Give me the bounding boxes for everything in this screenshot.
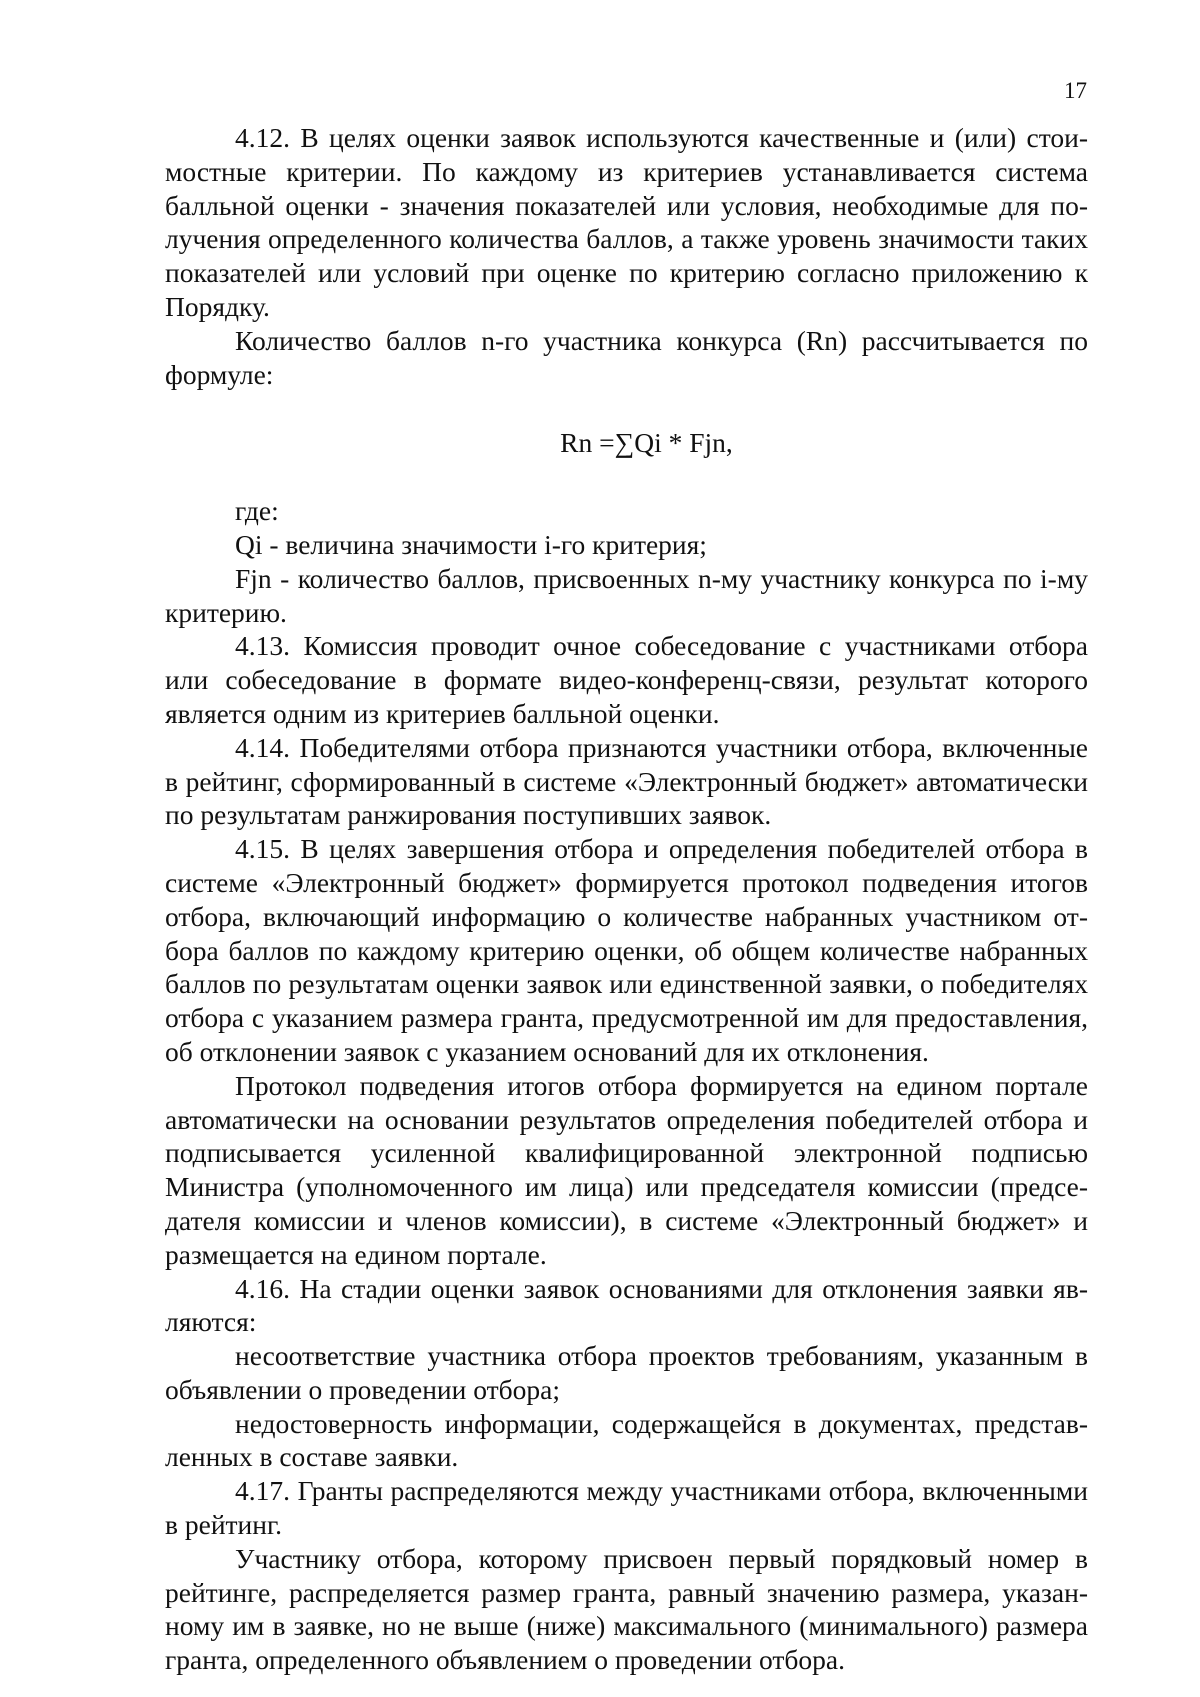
page-number: 17 [1064,78,1087,103]
score-formula: Rn =∑Qi * Fjn, [560,427,733,459]
paragraph-qi-definition: Qi - величина значимости i-го критерия; [235,528,707,560]
paragraph-where: где: [235,495,279,527]
paragraph-rejection-reason-1: несоответствие участника отбора проектов требованиям, указанным в объявлении о проведении отбора; [165,1340,1088,1405]
paragraph-4-15: 4.15. В целях завершения отбора и определения победителей отбора в системе «Электронный бюджет» формируется протокол подведения итогов отбора, включающий информацию о количестве набранных участником отбора баллов по каждому критерию оценки, об общем количестве набранных баллов по результатам оценки заявок или единственной заявки, о победителях отбора с указанием размера гранта, предусмотренной им для предоставления, об отклонении заявок с указанием оснований для их отклонения. [165,833,1088,1067]
paragraph-4-12: 4.12. В целях оценки заявок используются качественные и (или) стоимостные критерии. По каждому из критериев устанавливается система балльной оценки - значения показателей или условия, необходимые для получения определенного количества баллов, а также уровень значимости таких показателей или условий при оценке по критерию согласно приложению к Порядку. [165,122,1088,322]
paragraph-score-intro: Количество баллов n-го участника конкурса (Rn) рассчитывается по формуле: [165,324,1088,390]
paragraph-protocol: Протокол подведения итогов отбора формируется на едином портале автоматически на основании результатов определения победителей отбора и подписывается усиленной квалифицированной электронной подписью Министра (уполномоченного им лица) или председателя комиссии (председателя комиссии и членов комиссии), в системе «Электронный бюджет» и размещается на едином портале. [165,1069,1088,1270]
paragraph-4-17: 4.17. Гранты распределяются между участниками отбора, включенными в рейтинг. [165,1475,1088,1541]
paragraph-4-13: 4.13. Комиссия проводит очное собеседование с участниками отбора или собеседование в формате видео-конференц-связи, результат которого является одним из критериев балльной оценки. [165,630,1088,729]
paragraph-fjn-definition: Fjn - количество баллов, присвоенных n-му участнику конкурса по i-му критерию. [165,562,1088,628]
paragraph-first-place-grant: Участнику отбора, которому присвоен первый порядковый номер в рейтинге, распределяется размер гранта, равный значению размера, указанному им в заявке, но не выше (ниже) максимального (минимального) размера гранта, определенного объявлением о проведении отбора. [165,1542,1088,1676]
paragraph-4-14: 4.14. Победителями отбора признаются участники отбора, включенные в рейтинг, сформированный в системе «Электронный бюджет» автоматически по результатам ранжирования поступивших заявок. [165,731,1088,831]
paragraph-4-16: 4.16. На стадии оценки заявок основаниями для отклонения заявки являются: [165,1272,1088,1338]
document-body [165,121,1088,1677]
paragraph-rejection-reason-2: недостоверность информации, содержащейся в документах, представленных в составе заявки. [165,1407,1088,1473]
